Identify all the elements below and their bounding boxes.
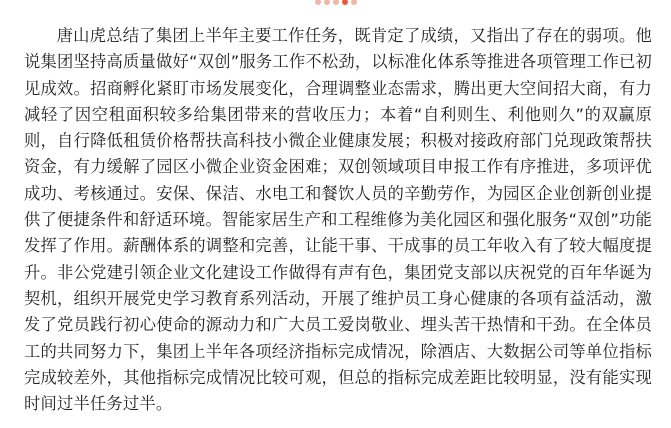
carousel-dot-active[interactable] <box>342 0 348 5</box>
article-paragraph: 唐山虎总结了集团上半年主要工作任务，既肯定了成绩，又指出了存在的弱项。他说集团坚持高质量做好“双创”服务工作不松劲，以标准化体系等推进各项管理工作已初见成效。招商孵化紧盯市场发展变化，合理调整业态需求，腾出更大空间招大商，有力减轻了因空租面积较多给集团带来的营收压力；本着“自利则生、利他则久”的双赢原则，自行降低租赁价格帮扶高科技小微企业健康发展；积极对接政府部门兑现政策帮扶资金，有力缓解了园区小微企业资金困难；双创领域项目申报工作有序推进，多项评优成功、考核通过。安保、保洁、水电工和餐饮人员的辛勤劳作，为园区企业创新创业提供了便捷条件和舒适环境。智能家居生产和工程维修为美化园区和强化服务“双创”功能发挥了作用。薪酬体系的调整和完善，让能干事、干成事的员工年收入有了较大幅度提升。非公党建引领企业文化建设工作做得有声有色，集团党支部以庆祝党的百年华诞为契机，组织开展党史学习教育系列活动，开展了维护员工身心健康的各项有益活动，激发了党员践行初心使命的源动力和广大员工爱岗敬业、埋头苦干热情和干劲。在全体员工的共同努力下，集团上半年各项经济指标完成情况，除酒店、大数据公司等单位指标完成较差外，其他指标完成情况比较可观，但总的指标完成差距比较明显，没有能实现时间过半任务过半。 <box>24 26 652 414</box>
carousel-dot[interactable] <box>351 0 357 5</box>
carousel-dot[interactable] <box>333 0 339 5</box>
carousel-dot[interactable] <box>324 0 330 5</box>
carousel-indicator <box>0 0 671 8</box>
carousel-dot[interactable] <box>315 0 321 5</box>
